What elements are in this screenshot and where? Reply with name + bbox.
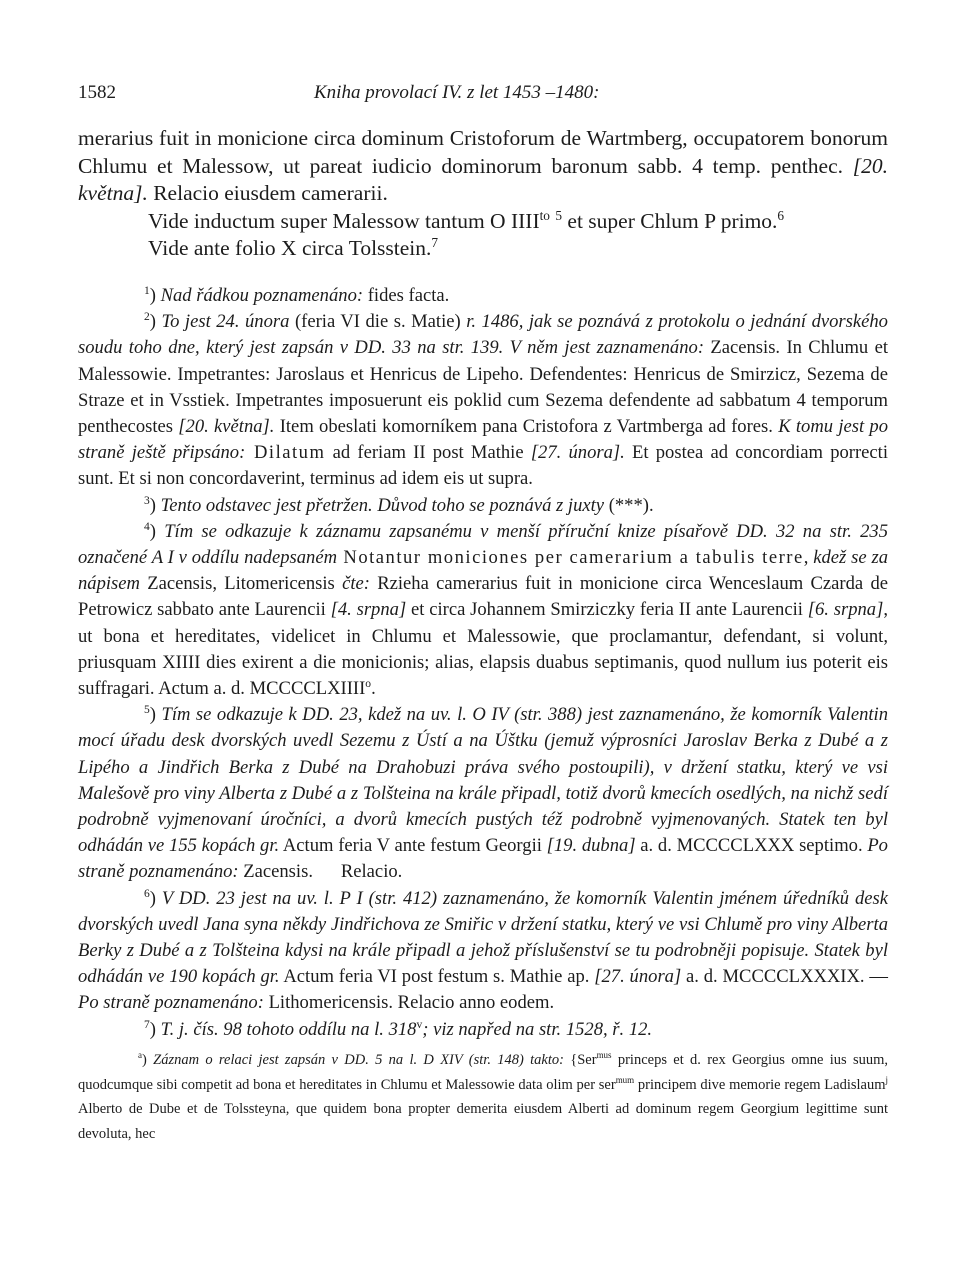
main-text (78, 125, 888, 263)
main-paragraph-3: Vide ante folio X circa Tolsstein.$^7$ (148, 234, 439, 260)
running-title: Kniha provolací IV. z let 1453 –1480: (314, 82, 600, 103)
footnote-6: $^6$) V DD. 23 jest na uv. l. P I (str. 412) zaznamenáno, že komorník Valentin jménem úředníků desk dvorských uvedl Jana syna někdy Jindřichova ze Smiřic v držení statku, který ve vsi Chlumě pro viny Alberta Berky z Dubé a z Tolšteina kdysi na krále připadl a jehož příslušenství se tu podrobněji popisuje. Statek byl odhádán ve 190 kopách gr. Actum feria VI post festum s. Mathie ap. [27. února] a. d. MCCCCLXXXIX. — Po straně poznamenáno: Lithomericensis. Relacio anno eodem. (78, 887, 889, 1014)
page-number: 1582 (78, 82, 116, 103)
footnote-1: $^1$) Nad řádkou poznamenáno: fides facta. (144, 284, 450, 306)
page-header (78, 82, 888, 112)
footnotes (78, 283, 888, 1043)
footnote-7: $^7$) T. j. čís. 98 tohoto oddílu na l. 318$^v$; viz napřed na str. 1528, ř. 12. (144, 1018, 653, 1040)
footnote-5: $^5$) Tím se odkazuje k DD. 23, kdež na uv. l. O IV (str. 388) jest zaznamenáno, že komorník Valentin mocí úřadu desk dvorských uvedl Sezemu z Ústí a na Úštku (jemuž výprosníci Jaroslav Berka z Dubé a z Lipého a Jindřich Berka z Dubé na Drahobuzi práva svého postoupili), v držení statku, který ve vsi Malešově pro viny Alberta z Dubé a z Tolšteina na krále připadl, totiž dvorů kmecích osedlých, na nichž sedí podrobně vyjmenovaní úročníci, a dvorů kmecích pustých též podrobně vyjmenovaných. Statek ten byl odhádán ve 155 kopách gr. Actum feria V ante festum Georgii [19. dubna] a. d. MCCCCLXXX septimo. Po straně poznamenáno: Zacensis. Relacio. (78, 704, 889, 883)
main-paragraph-1: merarius fuit in monicione circa dominum Cristoforum de Wartmberg, occupatorem bonorum Chlumu et Malessow, ut pareat iudicio dominorum baronum sabb. 4 temp. penthec. [20. května]. Relacio eiusdem camerarii. (78, 126, 888, 205)
main-paragraph-2: Vide inductum super Malessow tantum O $IIII^{to}$ $^5$ et super Chlum P primo.$^6$ (148, 207, 785, 233)
editorial-note-text: $^a$) Záznam o relaci jest zapsán v DD. 5 na l. D XIV (str. 148) takto: {Ser$^{mus}$ princeps et d. rex Georgius omne ius suum, quodcumque sibi competit ad bona et hereditates in Chlumu et Malessowie data olim per ser$^{mum}$ principem dive memorie regem Ladislaum$^j$ Alberto de Dube et de Tolssteyna, que quidem bona propter demerita eiusdem Alberti ad dominum regem Georgium legittime sunt devoluta, hec (78, 1050, 888, 1142)
footnote-4: $^4$) Tím se odkazuje k záznamu zapsanému v menší příruční knize písařově DD. 32 na str. 235 označené A I v oddílu nadepsaném Notantur moniciones per camerarium a tabulis terre, kdež se za nápisem Zacensis, Litomericensis čte: Rzieha camerarius fuit in monicione circa Wenceslaum Czarda de Petrowicz sabbato ante Laurencii [4. srpna] et circa Johannem Smirziczky feria II ante Laurencii [6. srpna], ut bona et hereditates, videlicet in Chlumu et Malessowie, que proclamantur, defendant, si volunt, priusquam XIIII dies exirent a die monicionis; alias, elapsis duabus septimanis, quod nullum ius poterit eis suffragari. Actum a. d. MCCCCLXIIII$^o$. (78, 520, 888, 700)
footnote-3: $^3$) Tento odstavec jest přetržen. Důvod toho se poznává z juxty (***). (144, 494, 654, 516)
editorial-note (78, 1048, 888, 1146)
footnote-2: $^2$) To jest 24. února (feria VI die s. Matie) r. 1486, jak se poznává z protokolu o jednání dvorského soudu toho dne, který jest zapsán v DD. 33 na str. 139. V něm jest zaznamenáno: Zacensis. In Chlumu et Malessowie. Impetrantes: Jaroslaus et Henricus de Lipeho. Defendentes: Henricus de Smirzicz, Sezema de Straze et in Vsstiek. Impetrantes imposuerunt eis poklid cum Sezema defendente ad sabbatum 4 temporum penthecostes [20. května]. Item obeslati komorníkem pana Cristofora z Vartmberga ad fores. K tomu jest po straně ještě připsáno: Dilatum ad feriam II post Mathie [27. února]. Et postea ad concordiam porrecti sunt. Et si non concordaverint, terminus ad idem eis ut supra. (78, 311, 889, 490)
